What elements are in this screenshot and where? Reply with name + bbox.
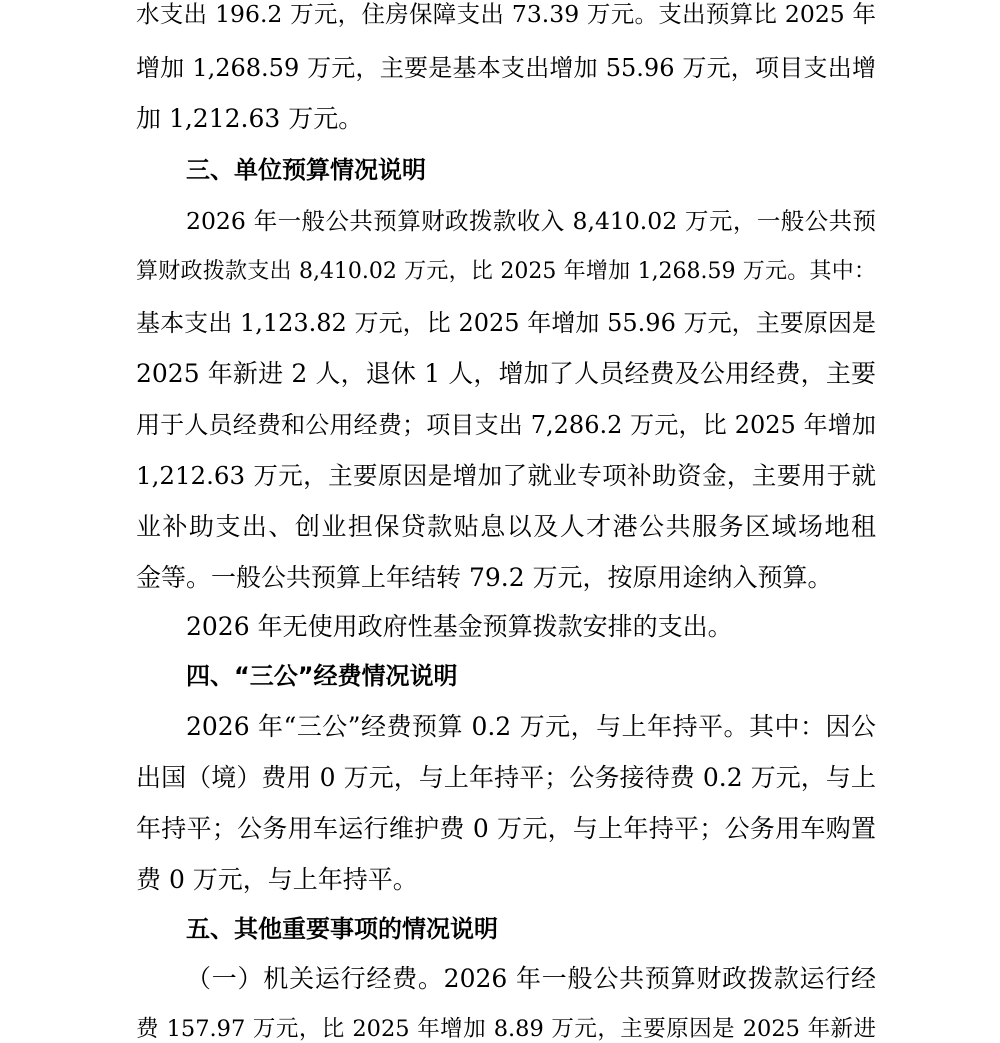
- paragraph-line: 2025 年新进 2 人，退休 1 人，增加了人员经费及公用经费，主要: [136, 359, 876, 388]
- paragraph-line: 1,212.63 万元，主要原因是增加了就业专项补助资金，主要用于就: [136, 461, 876, 490]
- paragraph-line: 费 0 万元，与上年持平。: [136, 865, 418, 894]
- paragraph-line: 算财政拨款支出 8,410.02 万元，比 2025 年增加 1,268.59 万元。其中：: [136, 259, 876, 284]
- paragraph-line: 金等。一般公共预算上年结转 79.2 万元，按原用途纳入预算。: [136, 563, 833, 592]
- paragraph-line: 费 157.97 万元，比 2025 年增加 8.89 万元，主要原因是 2025 年新进: [136, 1016, 876, 1042]
- paragraph-line: （一）机关运行经费。2026 年一般公共预算财政拨款运行经: [186, 964, 876, 993]
- paragraph-line: 增加 1,268.59 万元，主要是基本支出增加 55.96 万元，项目支出增: [136, 54, 876, 82]
- section-heading-5: 五、其他重要事项的情况说明: [186, 915, 498, 943]
- paragraph-line: 2026 年“三公”经费预算 0.2 万元，与上年持平。其中：因公: [186, 712, 876, 741]
- paragraph-line: 年持平；公务用车运行维护费 0 万元，与上年持平；公务用车购置: [136, 814, 876, 843]
- paragraph-line: 2026 年无使用政府性基金预算拨款安排的支出。: [186, 612, 733, 641]
- paragraph-line: 2026 年一般公共预算财政拨款收入 8,410.02 万元，一般公共预: [186, 207, 876, 235]
- paragraph-line: 出国（境）费用 0 万元，与上年持平；公务接待费 0.2 万元，与上: [136, 763, 876, 792]
- section-heading-3: 三、单位预算情况说明: [186, 156, 426, 184]
- section-heading-4: 四、“三公”经费情况说明: [186, 662, 458, 690]
- paragraph-line: 加 1,212.63 万元。: [136, 104, 364, 133]
- paragraph-line: 用于人员经费和公用经费；项目支出 7,286.2 万元，比 2025 年增加: [136, 411, 876, 439]
- paragraph-line: 基本支出 1,123.82 万元，比 2025 年增加 55.96 万元，主要原因是: [136, 309, 876, 337]
- paragraph-line: 业补助支出、创业担保贷款贴息以及人才港公共服务区域场地租: [136, 512, 876, 541]
- paragraph-line: 水支出 196.2 万元，住房保障支出 73.39 万元。支出预算比 2025 年: [136, 0, 876, 28]
